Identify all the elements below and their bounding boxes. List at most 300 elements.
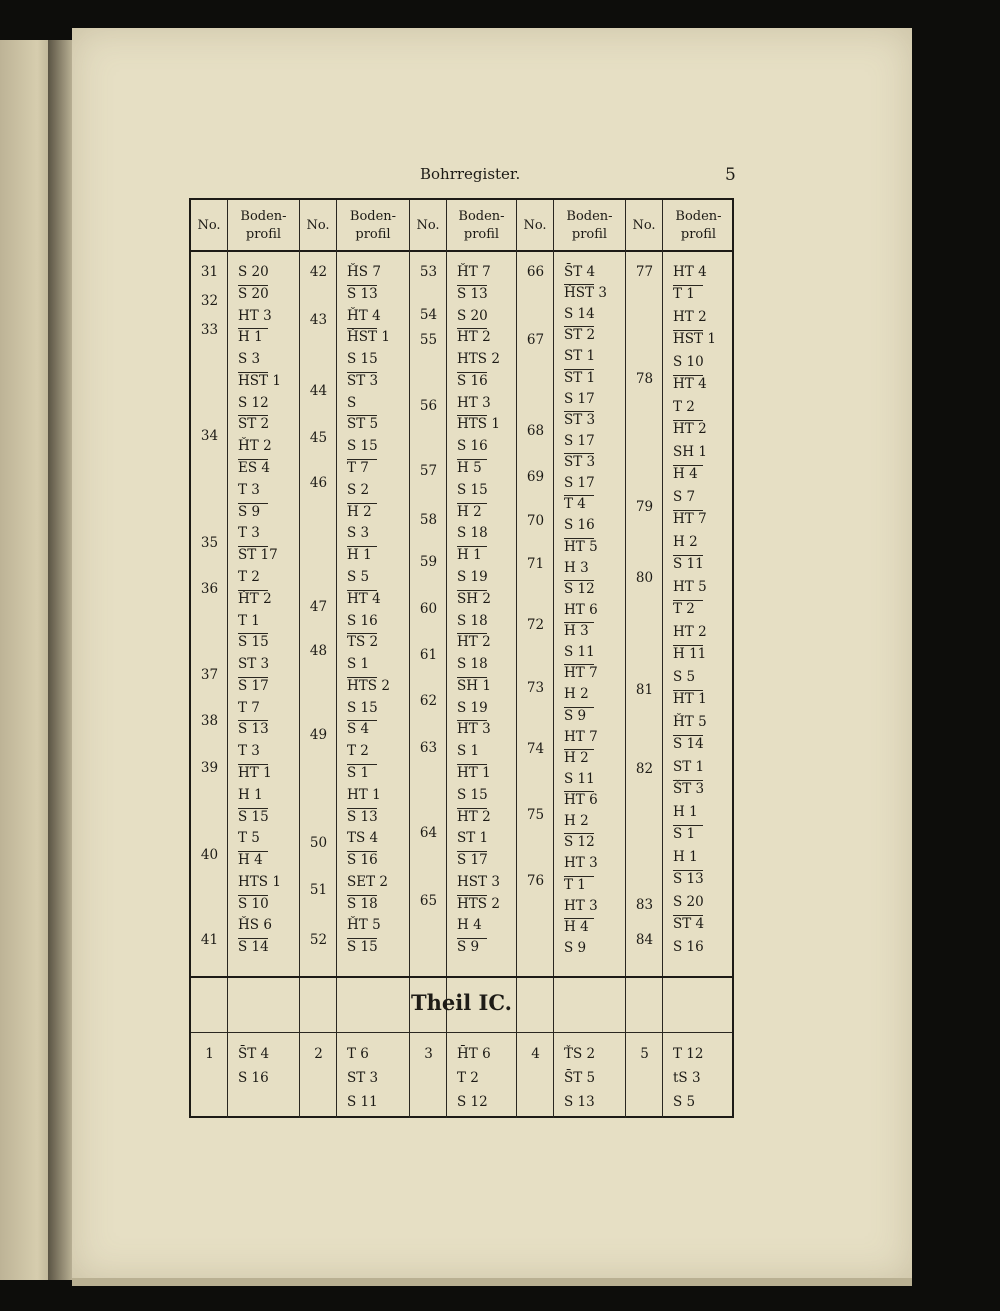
theil-entry-number: 2 [314, 1046, 323, 1062]
no-column-5 [626, 200, 663, 1118]
profile-entry: S 10 [238, 896, 269, 912]
profile-entry: ȞST 1 [347, 329, 390, 345]
entry-number: 33 [200, 322, 219, 338]
profile-entry: S 13 [238, 721, 269, 737]
entry-number: 39 [200, 760, 219, 776]
entry-number: 47 [309, 599, 328, 615]
fraction-bar [238, 677, 268, 678]
profile-entry: S 16 [564, 517, 595, 533]
profile-entry: HT 6 [564, 792, 598, 808]
profile-entry: HT 5 [673, 579, 707, 595]
profile-entry: S 15 [347, 351, 378, 367]
entry-number: 81 [635, 682, 654, 698]
profile-entry: SH 2 [457, 591, 491, 607]
fraction-bar [457, 503, 487, 504]
fraction-bar [457, 285, 487, 286]
page-number: 5 [725, 165, 736, 185]
profile-entry: S 16 [457, 438, 488, 454]
profile-entry: HTS 2 [457, 351, 500, 367]
fraction-bar [347, 851, 377, 852]
theil-profile-entry: ST 3 [347, 1070, 379, 1086]
fraction-bar [564, 411, 594, 412]
profile-entry: S̄T 2 [564, 327, 596, 343]
profile-entry: ST 17 [238, 547, 278, 563]
fraction-bar [564, 664, 594, 665]
profile-entry: S 13 [457, 286, 488, 302]
profile-entry: TS 4 [347, 830, 379, 846]
entry-number: 35 [200, 535, 219, 551]
fraction-bar [347, 895, 377, 896]
profile-entry: HT 3 [238, 308, 272, 324]
theil-profile-entry: S̄T 5 [564, 1070, 596, 1086]
entry-number: 36 [200, 581, 219, 597]
profile-entry: S 9 [238, 504, 261, 520]
fraction-bar [238, 503, 268, 504]
theil-profile-entry: S̄T 4 [238, 1046, 270, 1062]
profile-entry: S 15 [347, 700, 378, 716]
profile-entry: H 1 [673, 849, 698, 865]
profile-entry: ȞT 5 [347, 917, 381, 933]
profile-entry: H 1 [457, 547, 482, 563]
profile-entry: S 18 [457, 525, 488, 541]
fraction-bar [457, 938, 487, 939]
theil-divider [191, 1032, 732, 1033]
profile-entry: H 3 [564, 623, 589, 639]
fraction-bar [347, 503, 377, 504]
fraction-bar [673, 645, 703, 646]
entry-number: 50 [309, 835, 328, 851]
fraction-bar [457, 372, 487, 373]
fraction-bar [564, 580, 594, 581]
fraction-bar [564, 707, 594, 708]
fraction-bar [238, 546, 268, 547]
profile-entry: HT 2 [457, 809, 491, 825]
fraction-bar [457, 808, 487, 809]
entry-number: 46 [309, 475, 328, 491]
profile-entry: S 7 [673, 489, 696, 505]
profile-entry: H 2 [347, 504, 372, 520]
profile-entry: S 2 [347, 482, 370, 498]
entry-number: 53 [419, 264, 438, 280]
entry-number: 84 [635, 932, 654, 948]
profile-entry: S 12 [564, 581, 595, 597]
profile-entry: H 2 [564, 813, 589, 829]
profile-entry: H 1 [673, 804, 698, 820]
profile-entry: S̄T 4 [673, 916, 705, 932]
profile-entry: T 2 [673, 601, 695, 617]
fraction-bar [238, 851, 268, 852]
fraction-bar [238, 415, 268, 416]
profile-entry: S 18 [347, 896, 378, 912]
profile-entry: S 1 [457, 743, 480, 759]
profile-entry: S 14 [238, 939, 269, 955]
profile-entry: ȞT 2 [238, 438, 272, 454]
profile-entry: ST 5 [347, 416, 379, 432]
fraction-bar [457, 895, 487, 896]
entry-number: 34 [200, 428, 219, 444]
theil-profile-entry: S 11 [347, 1094, 378, 1110]
entry-number: 75 [526, 807, 545, 823]
profile-entry: S 16 [457, 373, 488, 389]
profile-entry: HT 4 [673, 264, 707, 280]
profile-entry: S̄T 1 [564, 370, 596, 386]
no-header: No. [300, 200, 336, 252]
profile-entry: HST 1 [673, 331, 716, 347]
profile-entry: HT 3 [457, 721, 491, 737]
profile-entry: S 12 [564, 834, 595, 850]
profile-entry: S 15 [347, 438, 378, 454]
fraction-bar [347, 808, 377, 809]
profile-entry: S 17 [564, 391, 595, 407]
entry-number: 37 [200, 667, 219, 683]
entry-number: 68 [526, 423, 545, 439]
profile-entry: HT 7 [564, 729, 598, 745]
profile-entry: T 3 [238, 482, 260, 498]
theil-profile-entry: H̄T 6 [457, 1046, 491, 1062]
profile-entry: T 2 [673, 399, 695, 415]
profile-entry: HT 1 [347, 787, 381, 803]
fraction-bar [564, 284, 594, 285]
entry-number: 76 [526, 873, 545, 889]
fraction-bar [673, 465, 703, 466]
theil-heading: Theil IC. [410, 990, 512, 1015]
boden-profil-header: Boden- profil [447, 200, 516, 252]
profile-entry: H 11 [673, 646, 707, 662]
theil-profile-entry: T 12 [673, 1046, 704, 1062]
profile-entry: S 15 [457, 787, 488, 803]
entry-number: 48 [309, 643, 328, 659]
fraction-bar [238, 633, 268, 634]
profile-entry: S 11 [564, 771, 595, 787]
profile-entry: ST 1 [457, 830, 489, 846]
profile-entry: HT 5 [564, 539, 598, 555]
profile-entry: S 14 [673, 736, 704, 752]
profile-entry: S 3 [347, 525, 370, 541]
profile-entry: H 1 [347, 547, 372, 563]
profile-entry: S 16 [347, 613, 378, 629]
profile-entry: S 9 [457, 939, 480, 955]
no-header: No. [517, 200, 553, 252]
profile-entry: T 1 [564, 877, 586, 893]
theil-profile-entry: S 5 [673, 1094, 696, 1110]
profile-entry: T 2 [238, 569, 260, 585]
profile-entry: S 9 [564, 708, 587, 724]
fraction-bar [564, 495, 594, 496]
profile-entry: S 1 [673, 826, 696, 842]
running-head-title: Bohrregister. [420, 165, 521, 183]
fraction-bar [673, 555, 703, 556]
fraction-bar [457, 590, 487, 591]
fraction-bar [238, 764, 268, 765]
fraction-bar [238, 808, 268, 809]
fraction-bar [457, 720, 487, 721]
entry-number: 44 [309, 383, 328, 399]
profile-entry: SH 1 [457, 678, 491, 694]
profile-entry: HST 1 [238, 373, 281, 389]
entry-number: 82 [635, 761, 654, 777]
fraction-bar [238, 372, 268, 373]
profile-entry: S 1 [347, 656, 370, 672]
profile-entry: HTS 2 [347, 678, 390, 694]
entry-number: 54 [419, 307, 438, 323]
profile-entry: HST 3 [457, 874, 500, 890]
entry-number: 52 [309, 932, 328, 948]
profile-entry: S 17 [457, 852, 488, 868]
profile-entry: SH 1 [673, 444, 707, 460]
profile-entry: S 14 [564, 306, 595, 322]
entry-number: 63 [419, 740, 438, 756]
entry-number: 62 [419, 693, 438, 709]
profile-entry: S 13 [673, 871, 704, 887]
fraction-bar [238, 285, 268, 286]
theil-profile-entry: S 16 [238, 1070, 269, 1086]
profile-entry: T 1 [238, 613, 260, 629]
page-bottom-edge [72, 1278, 912, 1286]
entry-number: 59 [419, 554, 438, 570]
fraction-bar [673, 420, 703, 421]
profile-entry: T 2 [347, 743, 369, 759]
profile-entry: ȞT 7 [457, 264, 491, 280]
fraction-bar [347, 459, 377, 460]
boden-profil-header: Boden- profil [663, 200, 734, 252]
entry-number: 74 [526, 741, 545, 757]
fraction-bar [347, 677, 377, 678]
entry-number: 83 [635, 897, 654, 913]
entry-number: 79 [635, 499, 654, 515]
profile-entry: S 16 [673, 939, 704, 955]
fraction-bar [673, 285, 703, 286]
entry-number: 77 [635, 264, 654, 280]
fraction-bar [347, 372, 377, 373]
profile-entry: H 4 [673, 466, 698, 482]
entry-number: 40 [200, 847, 219, 863]
profile-entry: HT 1 [457, 765, 491, 781]
fraction-bar [238, 720, 268, 721]
theil-profile-entry: tS 3 [673, 1070, 701, 1086]
entry-number: 55 [419, 332, 438, 348]
profile-entry: HT 4 [347, 591, 381, 607]
profile-entry: HT 3 [564, 898, 598, 914]
fraction-bar [347, 590, 377, 591]
profile-entry: H 4 [564, 919, 589, 935]
entry-number: 42 [309, 264, 328, 280]
boden-profil-header: Boden- profil [337, 200, 409, 252]
profile-entry: S 5 [347, 569, 370, 585]
theil-profile-entry: S 12 [457, 1094, 488, 1110]
fraction-bar [673, 825, 703, 826]
fraction-bar [238, 328, 268, 329]
fraction-bar [457, 677, 487, 678]
entry-number: 56 [419, 398, 438, 414]
fraction-bar [673, 510, 703, 511]
profile-entry: HT 2 [457, 329, 491, 345]
fraction-bar [673, 735, 703, 736]
profile-entry: S 15 [238, 809, 269, 825]
profile-entry: S̄T 3 [564, 412, 596, 428]
fraction-bar [564, 453, 594, 454]
entry-number: 41 [200, 932, 219, 948]
theil-profile-entry: T 2 [457, 1070, 479, 1086]
profile-entry: T 3 [238, 525, 260, 541]
profile-entry: H 2 [673, 534, 698, 550]
no-header: No. [626, 200, 662, 252]
profile-entry: H 4 [238, 852, 263, 868]
entry-number: 49 [309, 727, 328, 743]
entry-number: 72 [526, 617, 545, 633]
fraction-bar [457, 328, 487, 329]
no-header: No. [410, 200, 446, 252]
profile-entry: S 20 [238, 264, 269, 280]
fraction-bar [673, 780, 703, 781]
boden-profil-header: Boden- profil [228, 200, 299, 252]
entry-number: 69 [526, 469, 545, 485]
profile-entry: H 3 [564, 560, 589, 576]
profile-entry: S 17 [238, 678, 269, 694]
profile-entry: S 15 [457, 482, 488, 498]
profile-entry: S 15 [347, 939, 378, 955]
profile-entry: S 10 [673, 354, 704, 370]
theil-profile-entry: ŤS 2 [564, 1046, 596, 1062]
fraction-bar [457, 633, 487, 634]
profile-entry: S 20 [457, 308, 488, 324]
profile-entry: HTS 2 [457, 896, 500, 912]
profile-entry: H 1 [238, 329, 263, 345]
profile-entry: HT 2 [673, 309, 707, 325]
profile-entry: HT 3 [564, 855, 598, 871]
profile-entry: SET 2 [347, 874, 388, 890]
profile-entry: S 17 [564, 475, 595, 491]
profile-entry: H 2 [564, 686, 589, 702]
entry-number: 73 [526, 680, 545, 696]
profile-entry: S 19 [457, 700, 488, 716]
entry-number: 60 [419, 601, 438, 617]
profile-entry: S 15 [238, 634, 269, 650]
fraction-bar [673, 330, 703, 331]
profile-entry: HT 7 [673, 511, 707, 527]
entry-number: 66 [526, 264, 545, 280]
fraction-bar [238, 938, 268, 939]
entry-number: 64 [419, 825, 438, 841]
profile-entry: S [347, 395, 357, 411]
profile-entry: HT 2 [673, 624, 707, 640]
profile-entry: T 7 [347, 460, 369, 476]
section-divider [191, 976, 732, 978]
fraction-bar [673, 600, 703, 601]
fraction-bar [673, 915, 703, 916]
profile-entry: TS 2 [347, 634, 379, 650]
fraction-bar [564, 369, 594, 370]
profile-entry: T 5 [238, 830, 260, 846]
profile-entry: HT 2 [673, 421, 707, 437]
fraction-bar [673, 690, 703, 691]
fraction-bar [457, 764, 487, 765]
entry-number: 61 [419, 647, 438, 663]
profile-entry: S 1 [347, 765, 370, 781]
profile-entry: T 7 [238, 700, 260, 716]
profile-entry: ȞS 7 [347, 264, 381, 280]
fraction-bar [457, 851, 487, 852]
profile-entry: ST 2 [238, 416, 270, 432]
profile-entry: T 1 [673, 286, 695, 302]
theil-entry-number: 5 [640, 1046, 649, 1062]
fraction-bar [238, 895, 268, 896]
profile-entry: S 4 [347, 721, 370, 737]
profile-entry: S 16 [347, 852, 378, 868]
profile-entry: ST 1 [673, 759, 705, 775]
entry-number: 57 [419, 463, 438, 479]
profile-entry: ŠT 3 [673, 781, 705, 797]
no-header: No. [191, 200, 227, 252]
profile-entry: S 9 [564, 940, 587, 956]
profile-entry: S̄T 3 [564, 454, 596, 470]
entry-number: 45 [309, 430, 328, 446]
theil-entry-number: 1 [205, 1046, 214, 1062]
profile-entry: HT 7 [564, 665, 598, 681]
profile-entry: S 20 [673, 894, 704, 910]
profile-entry: ȞS 6 [238, 917, 272, 933]
profile-entry: HTS 1 [238, 874, 281, 890]
profile-entry: H 4 [457, 917, 482, 933]
profile-entry: H 2 [457, 504, 482, 520]
fraction-bar [564, 326, 594, 327]
profile-entry: S 11 [673, 556, 704, 572]
theil-profile-entry: T 6 [347, 1046, 369, 1062]
profile-entry: S̄T 4 [564, 264, 596, 280]
fraction-bar [673, 375, 703, 376]
entry-number: 67 [526, 332, 545, 348]
profile-entry: HT 4 [673, 376, 707, 392]
entry-number: 65 [419, 893, 438, 909]
entry-number: 51 [309, 882, 328, 898]
fraction-bar [457, 459, 487, 460]
profile-entry: S 13 [347, 809, 378, 825]
profile-entry: HT 2 [457, 634, 491, 650]
theil-entry-number: 4 [531, 1046, 540, 1062]
fraction-bar [564, 791, 594, 792]
fraction-bar [238, 590, 268, 591]
entry-number: 70 [526, 513, 545, 529]
fraction-bar [673, 870, 703, 871]
profile-entry: S 13 [347, 286, 378, 302]
fraction-bar [347, 328, 377, 329]
profile-entry: S 17 [564, 433, 595, 449]
fraction-bar [238, 459, 268, 460]
profile-entry: H 1 [238, 787, 263, 803]
fraction-bar [457, 415, 487, 416]
fraction-bar [564, 538, 594, 539]
fraction-bar [347, 546, 377, 547]
profile-entry: S 3 [238, 351, 261, 367]
profile-entry: ȞST 3 [564, 285, 607, 301]
entry-number: 38 [200, 713, 219, 729]
bohrregister-table [189, 198, 734, 1118]
entry-number: 32 [200, 293, 219, 309]
profile-entry: ES 4 [238, 460, 270, 476]
fraction-bar [564, 918, 594, 919]
fraction-bar [347, 633, 377, 634]
profile-entry: S 5 [673, 669, 696, 685]
profile-entry: S 19 [457, 569, 488, 585]
theil-profile-entry: S 13 [564, 1094, 595, 1110]
profile-entry: H 2 [564, 750, 589, 766]
entry-number: 80 [635, 570, 654, 586]
profile-entry: S 18 [457, 613, 488, 629]
profile-entry: S 12 [238, 395, 269, 411]
fraction-bar [347, 285, 377, 286]
profile-entry: ST 1 [564, 348, 596, 364]
profile-entry: T 3 [238, 743, 260, 759]
profile-entry: ST 3 [347, 373, 379, 389]
